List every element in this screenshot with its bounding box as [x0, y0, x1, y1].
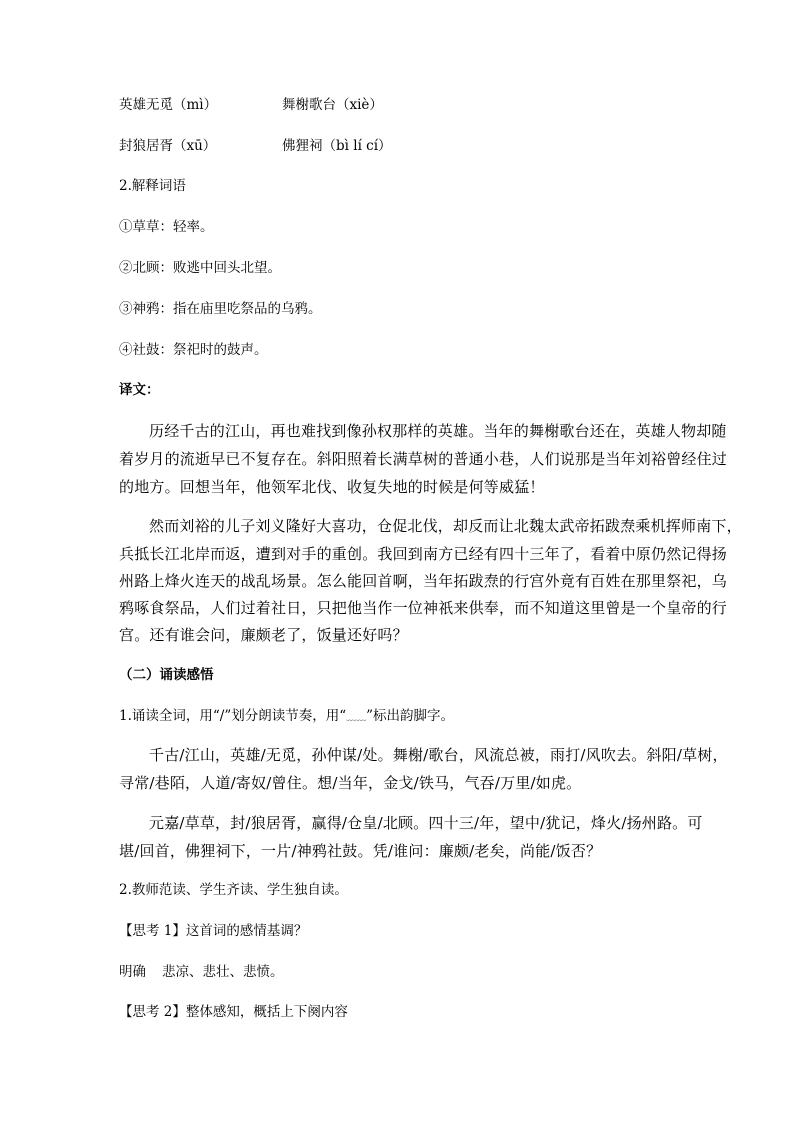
section-heading-explain: 2.解释词语 — [119, 178, 186, 194]
poem-line: 千古/江山，英雄/无觅，孙仲谋/处。舞榭/歌台，风流总被，雨打/风吹去。斜阳/草树， — [149, 746, 728, 764]
translation-line: 兵抵长江北岸而返，遭到对手的重创。我回到南方已经有四十三年了，看着中原仍然记得扬 — [119, 545, 728, 563]
translation-heading: 译文： — [119, 382, 160, 398]
translation-line: 着岁月的流逝早已不复存在。斜阳照着长满草树的普通小巷，人们说那是当年刘裕曾经住过 — [119, 450, 728, 468]
reading-instruction: 1.诵读全词，用“/”划分朗读节奏，用“﹏﹏”标出韵脚字。 — [119, 708, 455, 724]
explain-item: ③神鸦：指在庙里吃祭品的乌鸦。 — [119, 301, 322, 317]
think-answer: 明确 悲凉、悲壮、悲愤。 — [119, 964, 284, 980]
wave-underline-sample: ﹏﹏ — [346, 712, 367, 723]
section-heading-reading: （二）诵读感悟 — [119, 667, 214, 683]
poem-line: 寻常/巷陌，人道/寄奴/曾住。想/当年，金戈/铁马，气吞/万里/如虎。 — [119, 774, 582, 792]
explain-item: ④社鼓：祭祀时的鼓声。 — [119, 342, 268, 358]
think-question: 【思考 1】这首词的感情基调？ — [119, 923, 308, 939]
poem-line: 元嘉/草草，封/狼居胥，赢得/仓皇/北顾。四十三/年，望中/犹记，烽火/扬州路。可 — [149, 814, 703, 832]
think-label: 【思考 2】 — [119, 1004, 186, 1020]
translation-line: 州路上烽火连天的战乱场景。怎么能回首啊，当年拓跋焘的行宫外竟有百姓在那里祭祀，乌 — [119, 572, 728, 590]
translation-line: 鸦啄食祭品，人们过着社日，只把他当作一位神祇来供奉，而不知道这里曾是一个皇帝的行 — [119, 599, 728, 617]
translation-line: 然而刘裕的儿子刘义隆好大喜功，仓促北伐，却反而让北魏太武帝拓跋焘乘机挥师南下， — [149, 517, 742, 535]
word-entry: 舞榭歌台（xiè） — [282, 97, 383, 113]
reading-step: 2.教师范读、学生齐读、学生独自读。 — [119, 882, 348, 898]
translation-line: 历经千古的江山，再也难找到像孙权那样的英雄。当年的舞榭歌台还在，英雄人物却随 — [149, 422, 727, 440]
word-entry: 封狼居胥（xū） — [119, 138, 217, 154]
explain-item: ②北顾：败逃中回头北望。 — [119, 260, 281, 276]
poem-line: 堪/回首，佛狸祠下，一片/神鸦社鼓。凭/谁问：廉颇/老矣，尚能/饭否？ — [119, 842, 602, 860]
translation-line: 的地方。回想当年，他领军北伐、收复失地的时候是何等威猛！ — [119, 478, 545, 496]
word-entry: 英雄无觅（mì） — [119, 97, 218, 113]
think-label: 【思考 1】 — [119, 923, 186, 939]
translation-line: 宫。还有谁会问，廉颇老了，饭量还好吗？ — [119, 626, 408, 644]
explain-item: ①草草：轻率。 — [119, 219, 214, 235]
word-entry: 佛狸祠（bì lí cí） — [282, 138, 392, 154]
answer-label: 明确 — [119, 964, 146, 980]
think-question: 【思考 2】整体感知，概括上下阕内容 — [119, 1004, 348, 1020]
